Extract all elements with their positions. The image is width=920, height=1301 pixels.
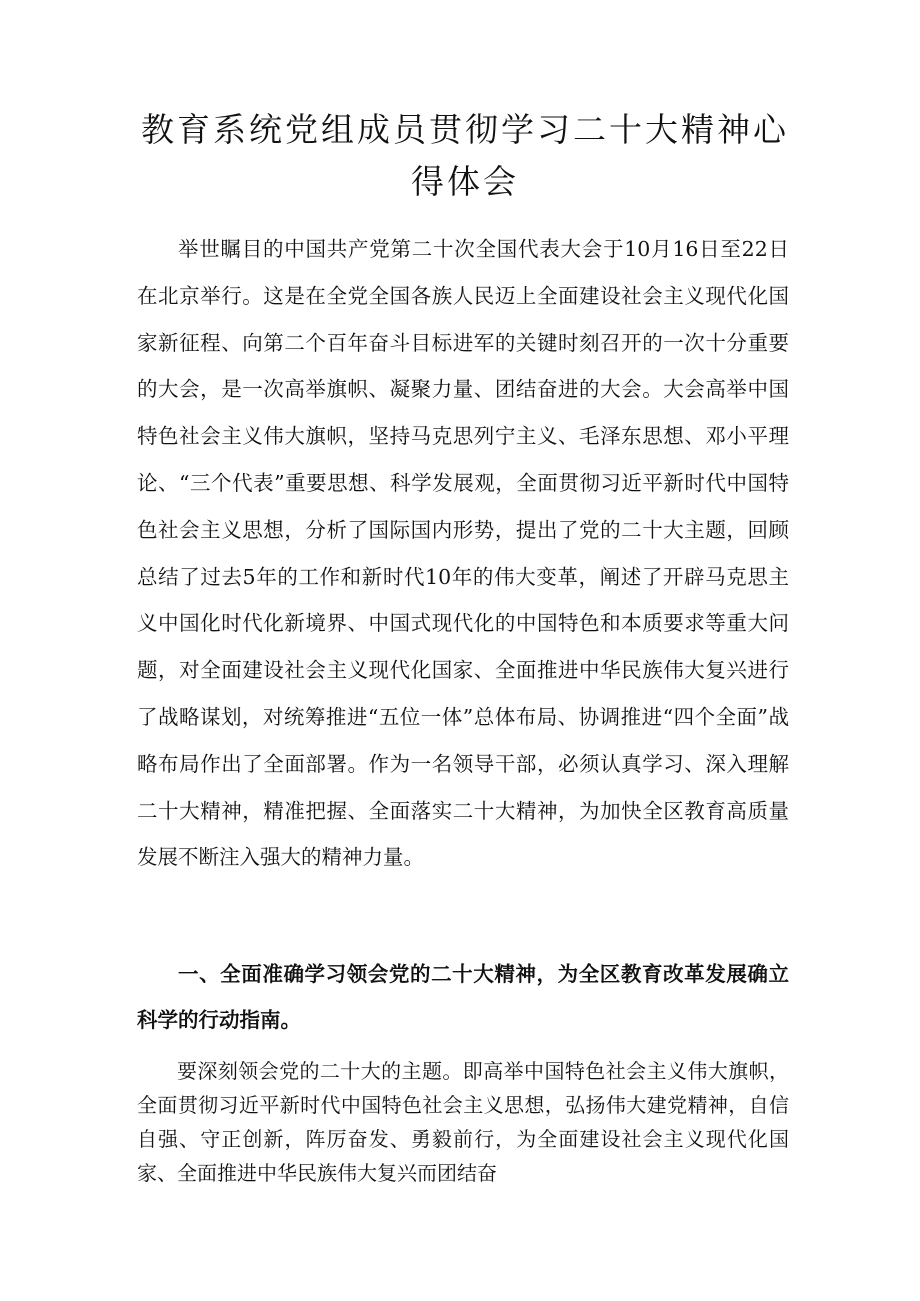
section-paragraph: 要深刻领会党的二十大的主题。即高举中国特色社会主义伟大旗帜，全面贯彻习近平新时代中国特色社会主义思想，弘扬伟大建党精神，自信自强、守正创新，阵厉奋发、勇毅前行，为全面建设社会主义现代化国家、全面推进中华民族伟大复兴而团结奋 <box>137 1059 789 1185</box>
document-title: 教育系统党组成员贯彻学习二十大精神心得体会 <box>141 110 789 201</box>
section-heading: 一、全面准确学习领会党的二十大精神，为全区教育改革发展确立科学的行动指南。 <box>137 962 789 1032</box>
intro-paragraph: 举世瞩目的中国共产党第二十次全国代表大会于10月16日至22日在北京举行。这是在全党全国各族人民迈上全面建设社会主义现代化国家新征程、向第二个百年奋斗目标进军的关键时刻召开的一次十分重要的大会，是一次高举旗帜、凝聚力量、团结奋进的大会。大会高举中国特色社会主义伟大旗帜，坚持马克思列宁主义、毛泽东思想、邓小平理论、“三个代表”重要思想、科学发展观，全面贯彻习近平新时代中国特色社会主义思想，分析了国际国内形势，提出了党的二十大主题，回顾总结了过去5年的工作和新时代10年的伟大变革，阐述了开辟马克思主义中国化时代化新境界、中国式现代化的中国特色和本质要求等重大问题，对全面建设社会主义现代化国家、全面推进中华民族伟大复兴进行了战略谋划，对统筹推进“五位一体”总体布局、协调推进“四个全面”战略布局作出了全面部署。作为一名领导干部，必须认真学习、深入理解二十大精神，精准把握、全面落实二十大精神，为加快全区教育高质量发展不断注入强大的精神力量。 <box>137 237 789 870</box>
